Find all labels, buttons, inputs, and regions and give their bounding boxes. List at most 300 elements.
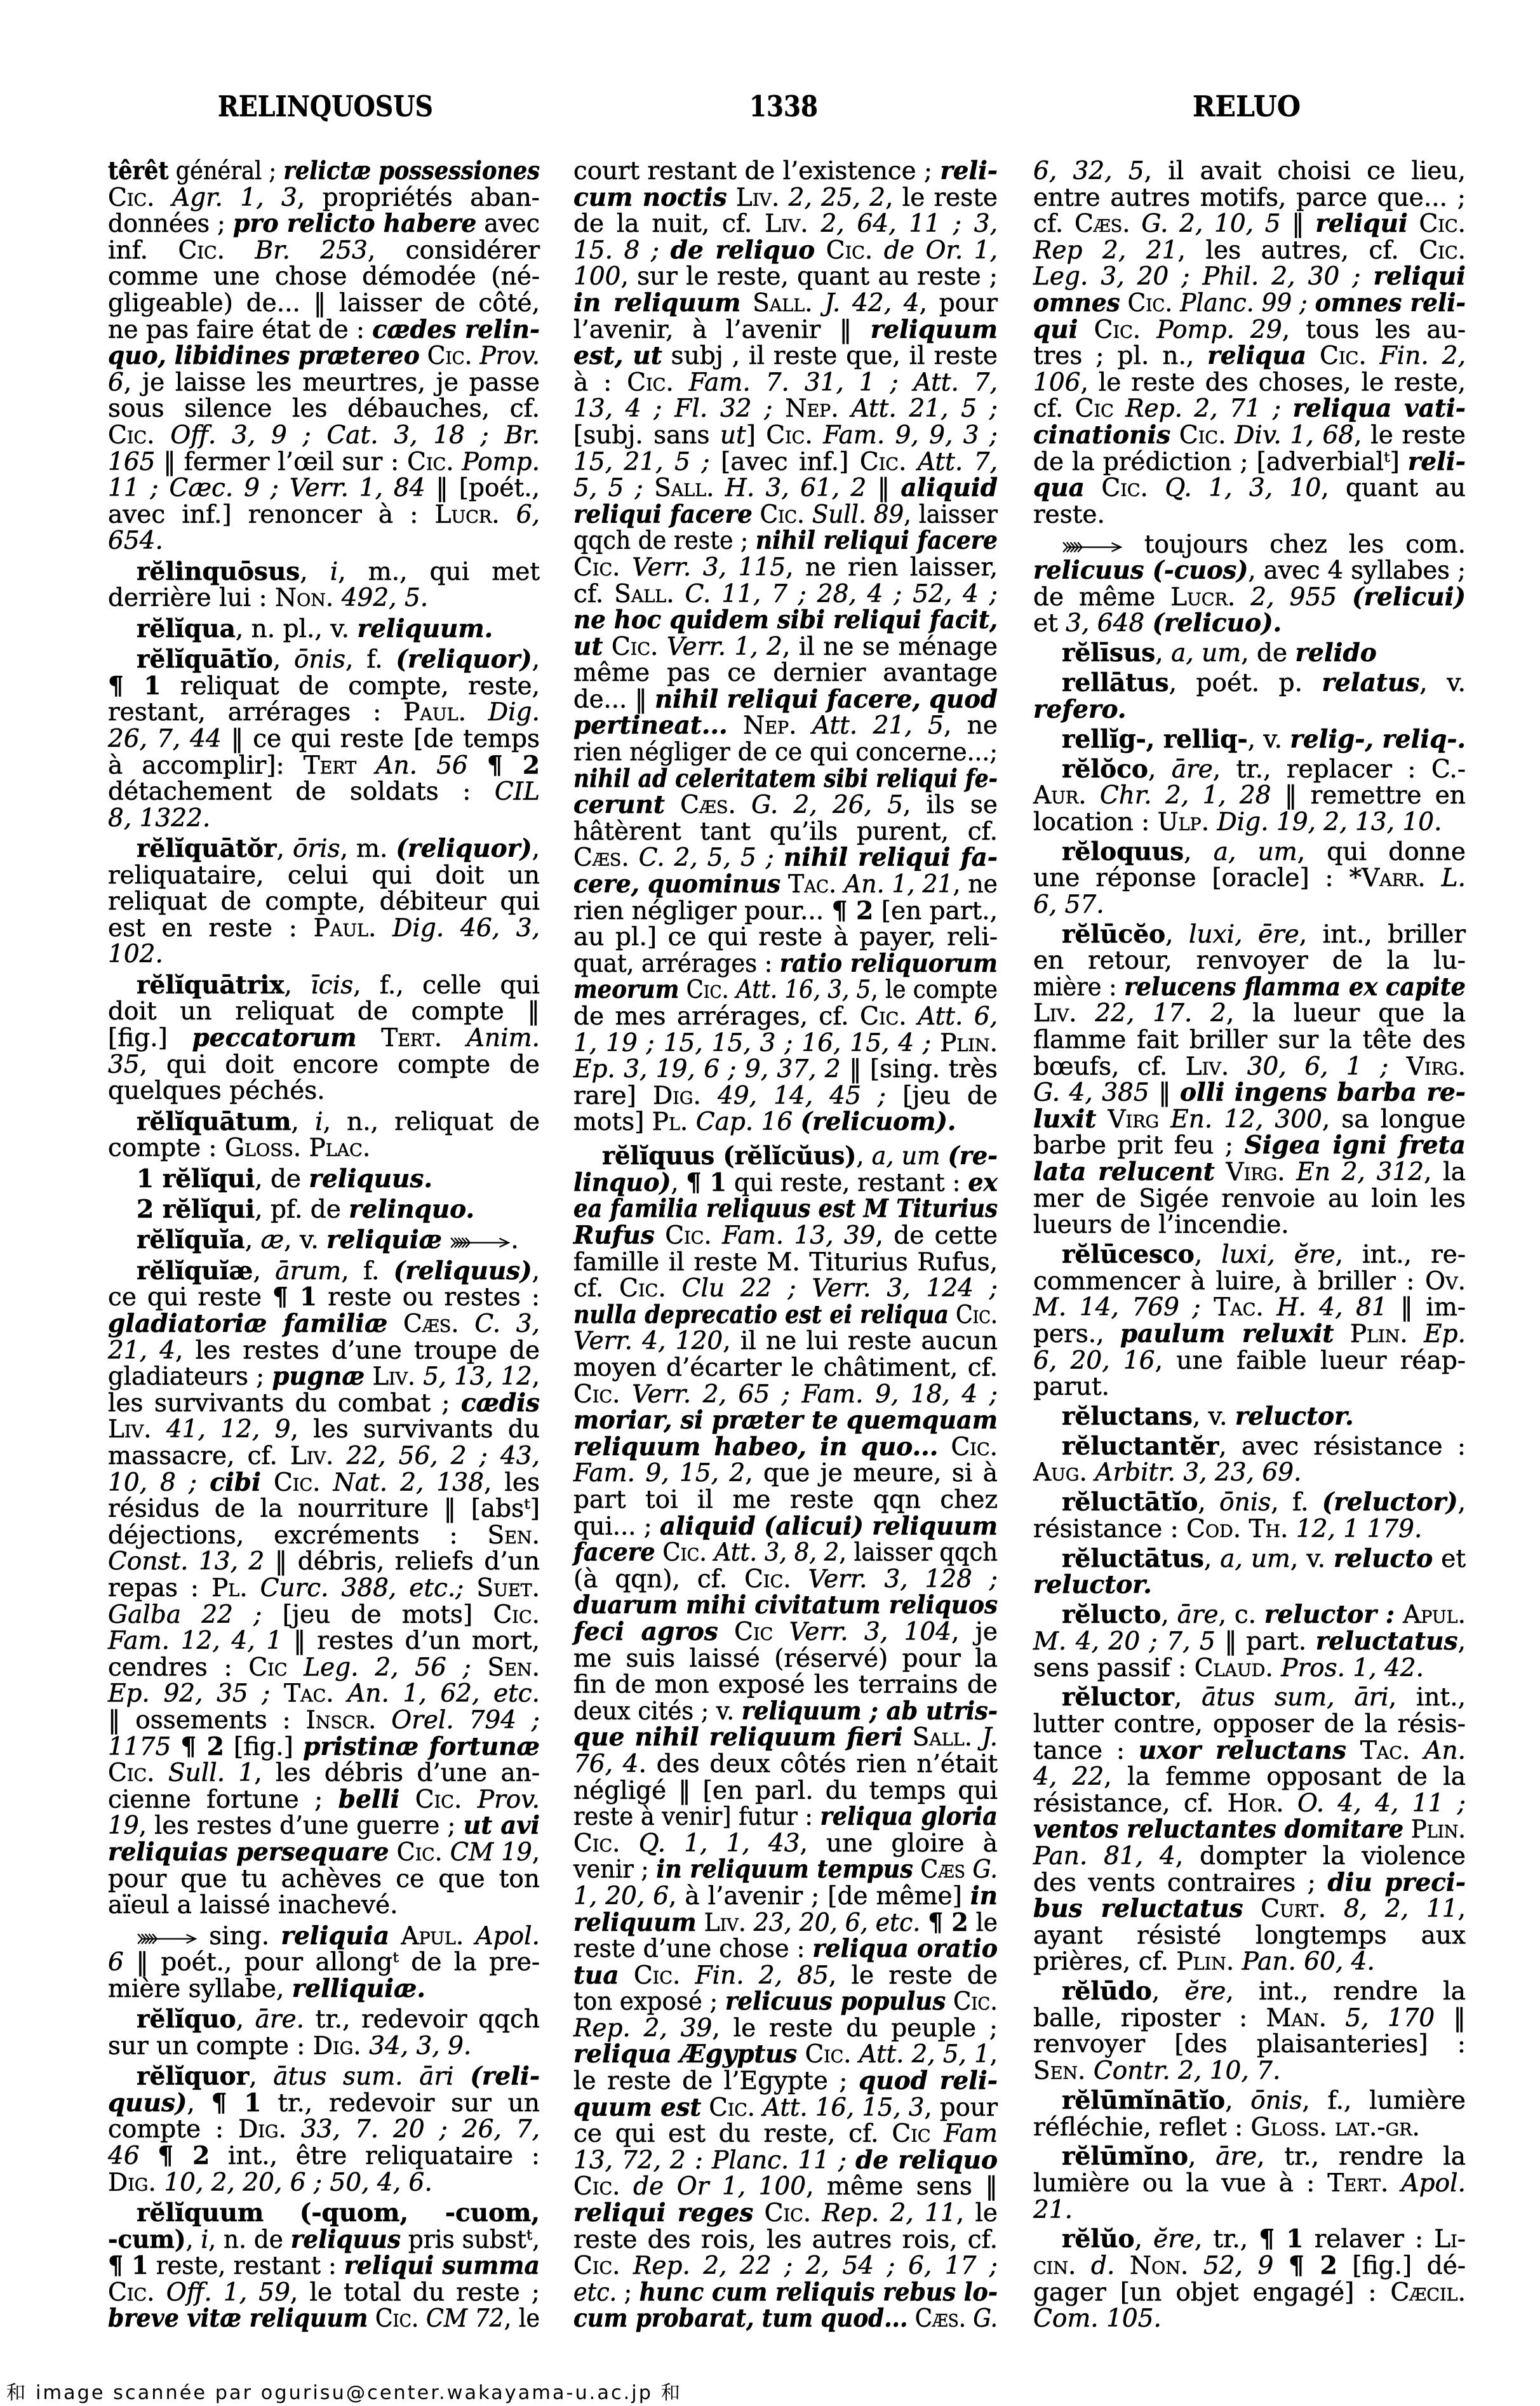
reference-text: 1, 19 ; 15, 15, 3 ; 16, 15, 4 ; xyxy=(573,1028,932,1058)
author-abbreviation: Plin. xyxy=(1349,1319,1408,1348)
latin-citation: lata relucent xyxy=(1033,1157,1215,1187)
definition-text: restant, arrérages : xyxy=(108,698,404,727)
text-line xyxy=(573,1487,998,1514)
reference-text: Com. 105. xyxy=(1033,2304,1162,2334)
line-text xyxy=(1033,1896,1466,1923)
line-text xyxy=(573,1566,998,1593)
reference-text: ĕre xyxy=(1153,2225,1195,2254)
dictionary-entry xyxy=(1033,640,1466,667)
reference-text: C. 11, 7 ; 28, 4 ; 52, 4 ; xyxy=(685,579,998,608)
definition-text xyxy=(938,1433,951,1462)
definition-text: , considérer xyxy=(367,236,540,265)
latin-citation: (reliquor) xyxy=(396,834,532,864)
latin-citation: Sigea igni freta xyxy=(1244,1131,1466,1160)
definition-text: , pf. de xyxy=(255,1195,349,1225)
headword: rĕloquus xyxy=(1062,837,1184,866)
author-abbreviation: Cic. xyxy=(611,632,659,661)
dictionary-entry xyxy=(1033,2226,1466,2332)
author-abbreviation: Liv. xyxy=(108,1415,152,1444)
text-line xyxy=(573,314,998,344)
line-text xyxy=(573,713,998,739)
definition-text xyxy=(443,1838,450,1867)
definition-text: , sa longue xyxy=(1322,1105,1466,1134)
line-text xyxy=(1033,1027,1466,1054)
definition-text: commencer à luire, à briller : xyxy=(1033,1267,1426,1296)
line-text xyxy=(108,779,540,805)
author-abbreviation: Non. xyxy=(275,584,334,613)
definition-text: est en reste : xyxy=(108,913,314,943)
author-abbreviation: Nep. xyxy=(785,394,839,424)
definition-text: , xyxy=(1161,1601,1177,1630)
definition-text: , f. xyxy=(345,645,396,675)
definition-text: pers., xyxy=(1033,1319,1120,1348)
line-text xyxy=(1033,865,1466,892)
line-text xyxy=(1033,1268,1466,1295)
text-line xyxy=(108,2006,540,2033)
text-line xyxy=(108,805,540,832)
reference-text: a, um xyxy=(871,1142,941,1171)
text-line xyxy=(573,1275,998,1302)
definition-text: , que je meure, si à xyxy=(745,1459,998,1488)
reference-text: Apol. xyxy=(1401,2168,1466,2198)
line-text xyxy=(1033,2253,1466,2280)
author-abbreviation: Pl. xyxy=(211,1574,248,1603)
author-abbreviation: Liv. xyxy=(735,183,780,212)
latin-citation: reliqua xyxy=(1207,341,1307,371)
reference-text: 100 xyxy=(573,262,621,292)
text-line xyxy=(1033,422,1466,449)
latin-citation: reliqui summa xyxy=(344,2251,540,2281)
line-text xyxy=(573,1831,998,1857)
reference-text: Att. 16, 3, 5 xyxy=(736,976,871,1005)
reference-text: Sull. 1 xyxy=(168,1759,255,1788)
page-number-text: 1338 xyxy=(749,90,818,123)
reference-text: 2, 64, 11 ; 3, xyxy=(820,210,998,239)
reference-text: 33, 7. 20 ; 26, 7, xyxy=(300,2115,540,2144)
definition-text xyxy=(1410,1737,1424,1765)
latin-citation: cædes relin- xyxy=(372,314,540,344)
line-text xyxy=(108,2224,540,2254)
definition-text xyxy=(464,1922,475,1951)
text-line xyxy=(108,1628,540,1655)
text-line xyxy=(573,1778,998,1805)
author-abbreviation: Cic. xyxy=(427,342,472,371)
line-text xyxy=(1033,475,1466,502)
line-text xyxy=(108,2280,540,2306)
reference-text: Br. 253 xyxy=(255,236,368,265)
definition-text: tr., redevoir sur un xyxy=(261,2088,540,2118)
line-text xyxy=(108,585,428,612)
definition-text xyxy=(813,421,823,450)
definition-text: [fig.] dé- xyxy=(1337,2252,1466,2281)
author-abbreviation: Liv. xyxy=(1033,999,1077,1028)
definition-text: , même sens ‖ xyxy=(806,2172,998,2201)
dictionary-entry xyxy=(1033,670,1466,723)
text-line xyxy=(1033,2280,1466,2306)
definition-text xyxy=(688,1108,695,1136)
definition-text: , int., xyxy=(1388,1683,1466,1712)
definition-text xyxy=(620,2252,633,2280)
entry-continuation xyxy=(108,158,540,554)
dictionary-entry xyxy=(108,2200,540,2332)
latin-citation: reliqui facere xyxy=(573,499,753,529)
author-abbreviation: Liv. xyxy=(372,1362,416,1392)
definition-text: pour que tu achèves ce que ton xyxy=(108,1864,540,1893)
definition-text xyxy=(1360,262,1373,291)
line-text xyxy=(1033,1321,1466,1348)
text-line xyxy=(108,1496,540,1522)
definition-text xyxy=(666,1274,682,1303)
line-text xyxy=(573,763,998,793)
author-abbreviation: C.- xyxy=(1431,755,1466,784)
definition-text: ayant résisté longtemps aux xyxy=(1033,1921,1466,1950)
reference-text: 35 xyxy=(108,1050,140,1079)
running-head-right xyxy=(1193,92,1301,121)
definition-text: , m. xyxy=(340,835,396,864)
definition-text: , v. xyxy=(1192,1402,1235,1431)
author-abbreviation: Cic. xyxy=(766,420,813,450)
text-column-2 xyxy=(573,158,998,2332)
line-text xyxy=(573,2092,998,2122)
definition-text xyxy=(1326,1895,1344,1923)
definition-text: , f. xyxy=(341,1256,394,1286)
definition-text xyxy=(420,342,427,370)
text-line xyxy=(573,1592,998,1619)
text-line xyxy=(108,2200,540,2227)
line-text xyxy=(1062,670,1466,697)
text-line xyxy=(573,2068,998,2095)
author-abbreviation: Nep. xyxy=(743,711,797,741)
text-column-3 xyxy=(1033,158,1466,2332)
headword: 1 rĕlĭqui xyxy=(137,1164,255,1193)
line-text xyxy=(108,211,540,238)
author-abbreviation: Cic. xyxy=(573,1380,620,1409)
definition-text: mière syllabe, xyxy=(108,1974,292,2003)
author-abbreviation: Cic. xyxy=(493,1600,540,1629)
line-text xyxy=(573,1109,956,1136)
definition-text: , v. xyxy=(284,1226,327,1255)
text-line xyxy=(1033,314,1466,344)
text-line xyxy=(573,449,998,476)
line-text xyxy=(108,396,540,422)
line-text xyxy=(573,370,998,396)
author-abbreviation: Cic. xyxy=(573,1829,620,1858)
dictionary-entry xyxy=(108,616,540,643)
line-text xyxy=(1062,1431,1466,1461)
definition-text: cendres : xyxy=(108,1653,249,1682)
latin-citation: cum noctis xyxy=(573,182,727,212)
definition-text xyxy=(755,2093,763,2122)
text-line xyxy=(108,1731,540,1761)
text-line xyxy=(573,792,998,819)
reference-text: Fam. 9, 15, 2 xyxy=(573,1459,746,1488)
line-text xyxy=(573,2277,998,2307)
reference-text: An. 1, 21 xyxy=(844,870,953,899)
definition-text xyxy=(873,236,884,265)
line-text xyxy=(573,2147,998,2174)
text-line xyxy=(1033,502,1466,528)
line-text xyxy=(1033,370,1466,396)
author-abbreviation: Virg. xyxy=(1406,1052,1466,1081)
reference-text: Anim. xyxy=(466,1024,540,1053)
author-abbreviation: Gloss. Plac. xyxy=(224,1134,371,1163)
definition-text: , laisser qqch xyxy=(839,1538,998,1568)
line-text xyxy=(1033,1106,1466,1133)
definition-text xyxy=(658,633,666,661)
reference-text: ĕre xyxy=(1184,1977,1226,2006)
definition-text: ‖ remettre en xyxy=(1271,781,1466,810)
latin-citation: relinquo. xyxy=(349,1195,475,1225)
text-line xyxy=(108,2306,540,2332)
author-abbreviation: Cic. xyxy=(860,1002,907,1031)
latin-citation: belli xyxy=(338,1784,400,1814)
bold-text: ¶ 2 xyxy=(831,896,874,925)
line-text xyxy=(573,314,998,344)
text-line xyxy=(1033,211,1466,238)
author-abbreviation: Cic. xyxy=(178,236,225,265)
text-line xyxy=(108,1443,540,1470)
definition-text: , xyxy=(1198,1488,1220,1517)
latin-citation: relatus xyxy=(1322,668,1420,698)
line-text xyxy=(573,1646,998,1672)
latin-citation: ex xyxy=(968,1167,998,1197)
definition-text: barbe prit feu ; xyxy=(1033,1131,1245,1160)
headword: rĕlūmĭnātĭo xyxy=(1062,2085,1226,2115)
headword: rĕlĭquātŏr xyxy=(137,834,277,864)
definition-text xyxy=(680,1961,695,1990)
definition-text: ton exposé ; xyxy=(573,1987,725,2017)
reference-text: ōnis xyxy=(1250,2086,1302,2115)
text-line xyxy=(573,739,998,766)
headword: rĕluctantĕr xyxy=(1062,1431,1219,1461)
definition-text xyxy=(697,1909,704,1937)
reference-text: 654. xyxy=(108,527,163,556)
reference-text: Verr. 3, 115 xyxy=(632,553,786,582)
reference-text: āre xyxy=(1177,1601,1219,1630)
definition-text: pris substᵗ, xyxy=(400,2225,540,2254)
definition-text: , xyxy=(253,1256,276,1286)
line-text xyxy=(108,1575,540,1602)
dictionary-entry xyxy=(1033,1489,1466,1542)
reference-text: æ xyxy=(260,1226,285,1255)
text-line xyxy=(573,1355,998,1381)
definition-text xyxy=(389,1838,396,1867)
line-text xyxy=(1033,783,1466,809)
text-line xyxy=(1033,1054,1466,1080)
bold-text: ¶ 1 xyxy=(108,671,161,701)
definition-text xyxy=(1115,2252,1130,2280)
author-abbreviation: Sen. xyxy=(487,1521,540,1550)
dictionary-entry xyxy=(108,1258,540,1919)
text-line xyxy=(573,1004,998,1030)
text-line xyxy=(1033,1543,1466,1573)
definition-text: ‖ ossements : xyxy=(108,1705,306,1735)
latin-citation: cædis xyxy=(460,1388,540,1418)
author-abbreviation: Cic. xyxy=(1320,342,1367,371)
text-line xyxy=(1033,290,1466,317)
line-text xyxy=(1033,2306,1162,2332)
text-line xyxy=(108,779,540,805)
reference-text: etc. xyxy=(573,2278,617,2307)
reference-text: J. xyxy=(981,1723,998,1752)
author-abbreviation: Curt. xyxy=(1261,1895,1327,1924)
line-text xyxy=(108,2033,471,2060)
latin-citation: paulum reluxit xyxy=(1120,1319,1334,1348)
definition-text xyxy=(156,2168,164,2197)
text-line xyxy=(108,1390,540,1417)
definition-text: gladiateurs ; xyxy=(108,1362,272,1392)
author-abbreviation: Tac. xyxy=(1360,1736,1410,1765)
latin-citation: relictæ possessiones xyxy=(283,156,540,185)
definition-text: , une faible lueur réap- xyxy=(1155,1346,1466,1375)
definition-text: toujours chez les com. xyxy=(1123,530,1466,559)
line-text xyxy=(1033,290,1466,317)
reference-text: Att. 3, 8, 2 xyxy=(714,1538,840,1568)
text-line xyxy=(1033,158,1466,185)
text-line xyxy=(108,1681,540,1707)
definition-text: ‖ [poét., xyxy=(425,474,540,503)
latin-citation: de reliquo xyxy=(670,235,815,265)
text-line xyxy=(108,1784,540,1814)
line-text xyxy=(573,871,998,898)
line-text xyxy=(1033,1159,1466,1186)
line-text xyxy=(573,1511,998,1541)
definition-text xyxy=(1087,1458,1095,1487)
author-abbreviation: Cic. xyxy=(1094,315,1141,344)
author-abbreviation: Paul. xyxy=(313,913,377,943)
text-line xyxy=(573,158,998,185)
latin-citation: meorum xyxy=(573,975,680,1005)
definition-text: les survivants du combat ; xyxy=(108,1388,461,1418)
author-abbreviation: Dig. xyxy=(312,2031,361,2060)
text-line xyxy=(1033,1321,1466,1348)
text-line xyxy=(108,264,540,290)
definition-text: ce qui reste xyxy=(108,1283,273,1312)
reference-text: Att. 2, 5, 1 xyxy=(859,2040,990,2069)
text-line xyxy=(573,898,998,925)
latin-citation: ratio reliquorum xyxy=(779,948,998,978)
definition-text: lueurs de l’incendie. xyxy=(1033,1211,1289,1240)
definition-text xyxy=(1078,316,1094,344)
definition-text: entre autres motifs, parce que... ; xyxy=(1033,183,1466,212)
line-text xyxy=(108,726,540,753)
latin-citation: refero. xyxy=(1033,694,1127,724)
definition-text: , c. xyxy=(1218,1601,1264,1630)
text-line xyxy=(573,713,998,739)
definition-text xyxy=(773,1618,789,1646)
author-abbreviation: Cic. xyxy=(396,1838,443,1867)
definition-text: , il avait choisi ce lieu, xyxy=(1144,157,1466,185)
text-line xyxy=(1033,694,1466,724)
definition-text xyxy=(466,698,488,727)
definition-text xyxy=(1215,1158,1226,1186)
definition-text: des vents contraires ; xyxy=(1033,1868,1328,1897)
definition-text: . des deux côtés rien n’était xyxy=(638,1749,998,1778)
line-text xyxy=(108,699,540,726)
definition-text xyxy=(811,2199,822,2228)
text-line xyxy=(1033,974,1466,1001)
reference-text: 6, 20, 16 xyxy=(1033,1346,1155,1375)
definition-text xyxy=(1076,999,1095,1028)
reference-text: 6, 57. xyxy=(1033,890,1104,919)
line-text xyxy=(1033,1711,1466,1738)
line-text xyxy=(108,1052,540,1079)
author-abbreviation: cin. xyxy=(1033,2252,1076,2281)
latin-citation: quo, libidines prætereo xyxy=(108,341,420,371)
definition-text xyxy=(1170,421,1179,450)
dictionary-entry xyxy=(1033,724,1466,754)
text-line xyxy=(1033,1711,1466,1738)
text-line xyxy=(573,2015,998,2042)
text-line xyxy=(108,1227,540,1254)
definition-text xyxy=(746,1909,754,1937)
text-line xyxy=(573,1907,998,1937)
latin-citation: feci agros xyxy=(573,1616,718,1646)
definition-text: , xyxy=(1225,2086,1251,2115)
reference-text: Rep. 2, 11 xyxy=(822,2199,956,2228)
line-text xyxy=(108,1135,370,1162)
definition-text: , à l’avenir ; [de même] xyxy=(669,1881,970,1911)
definition-text xyxy=(389,1922,401,1951)
definition-text: réfléchie, reflet : xyxy=(1033,2113,1251,2142)
text-line xyxy=(108,1813,540,1839)
definition-text xyxy=(321,1468,333,1497)
line-text xyxy=(1033,558,1466,584)
line-text xyxy=(108,1443,540,1470)
text-line xyxy=(573,1511,998,1541)
definition-text: venir ; xyxy=(573,1855,657,1885)
definition-text xyxy=(155,2278,166,2307)
author-abbreviation: Plin. xyxy=(1410,1815,1466,1845)
headword: rĕlĭquĭæ xyxy=(137,1256,253,1286)
reference-text: H. 3, 61, 2 xyxy=(725,474,867,503)
line-text xyxy=(108,1731,540,1761)
reference-text: 12, 1 179. xyxy=(1296,1514,1423,1543)
definition-text: prières, cf. xyxy=(1033,1947,1177,1977)
text-line xyxy=(1033,1867,1466,1897)
line-text xyxy=(108,1602,540,1629)
text-line xyxy=(1033,2144,1466,2170)
reference-text: Prov. xyxy=(477,1785,540,1814)
author-abbreviation: Tert xyxy=(303,751,357,780)
line-text xyxy=(108,1496,540,1522)
line-text xyxy=(108,889,540,915)
definition-text: compte : xyxy=(108,2115,239,2144)
reference-text: CIL xyxy=(494,777,540,807)
author-abbreviation: Sall. xyxy=(753,288,813,318)
reference-text: 2, 955 xyxy=(1250,582,1337,612)
headword: rĕlūdo xyxy=(1062,1977,1152,2006)
reference-text: Apol. xyxy=(475,1921,540,1951)
text-line xyxy=(1033,1489,1466,1516)
line-text xyxy=(1033,974,1466,1001)
author-abbreviation: Li- xyxy=(1434,2225,1466,2254)
latin-citation: luxit xyxy=(1033,1104,1097,1134)
text-line xyxy=(573,499,998,529)
text-line xyxy=(573,2174,998,2200)
line-text xyxy=(1033,1949,1375,1975)
author-abbreviation: Cæs. xyxy=(1074,210,1130,239)
reference-text: Pros. 1, 42. xyxy=(1281,1653,1424,1683)
text-line xyxy=(108,1416,540,1443)
reference-text: En 2, 312 xyxy=(1296,1158,1424,1187)
definition-text: [jeu de mots] xyxy=(262,1600,493,1629)
text-line xyxy=(1033,532,1466,558)
text-line xyxy=(108,616,540,643)
text-line xyxy=(1033,2306,1466,2332)
line-text xyxy=(137,1258,540,1285)
headword: rĕluctātus xyxy=(1062,1543,1204,1573)
